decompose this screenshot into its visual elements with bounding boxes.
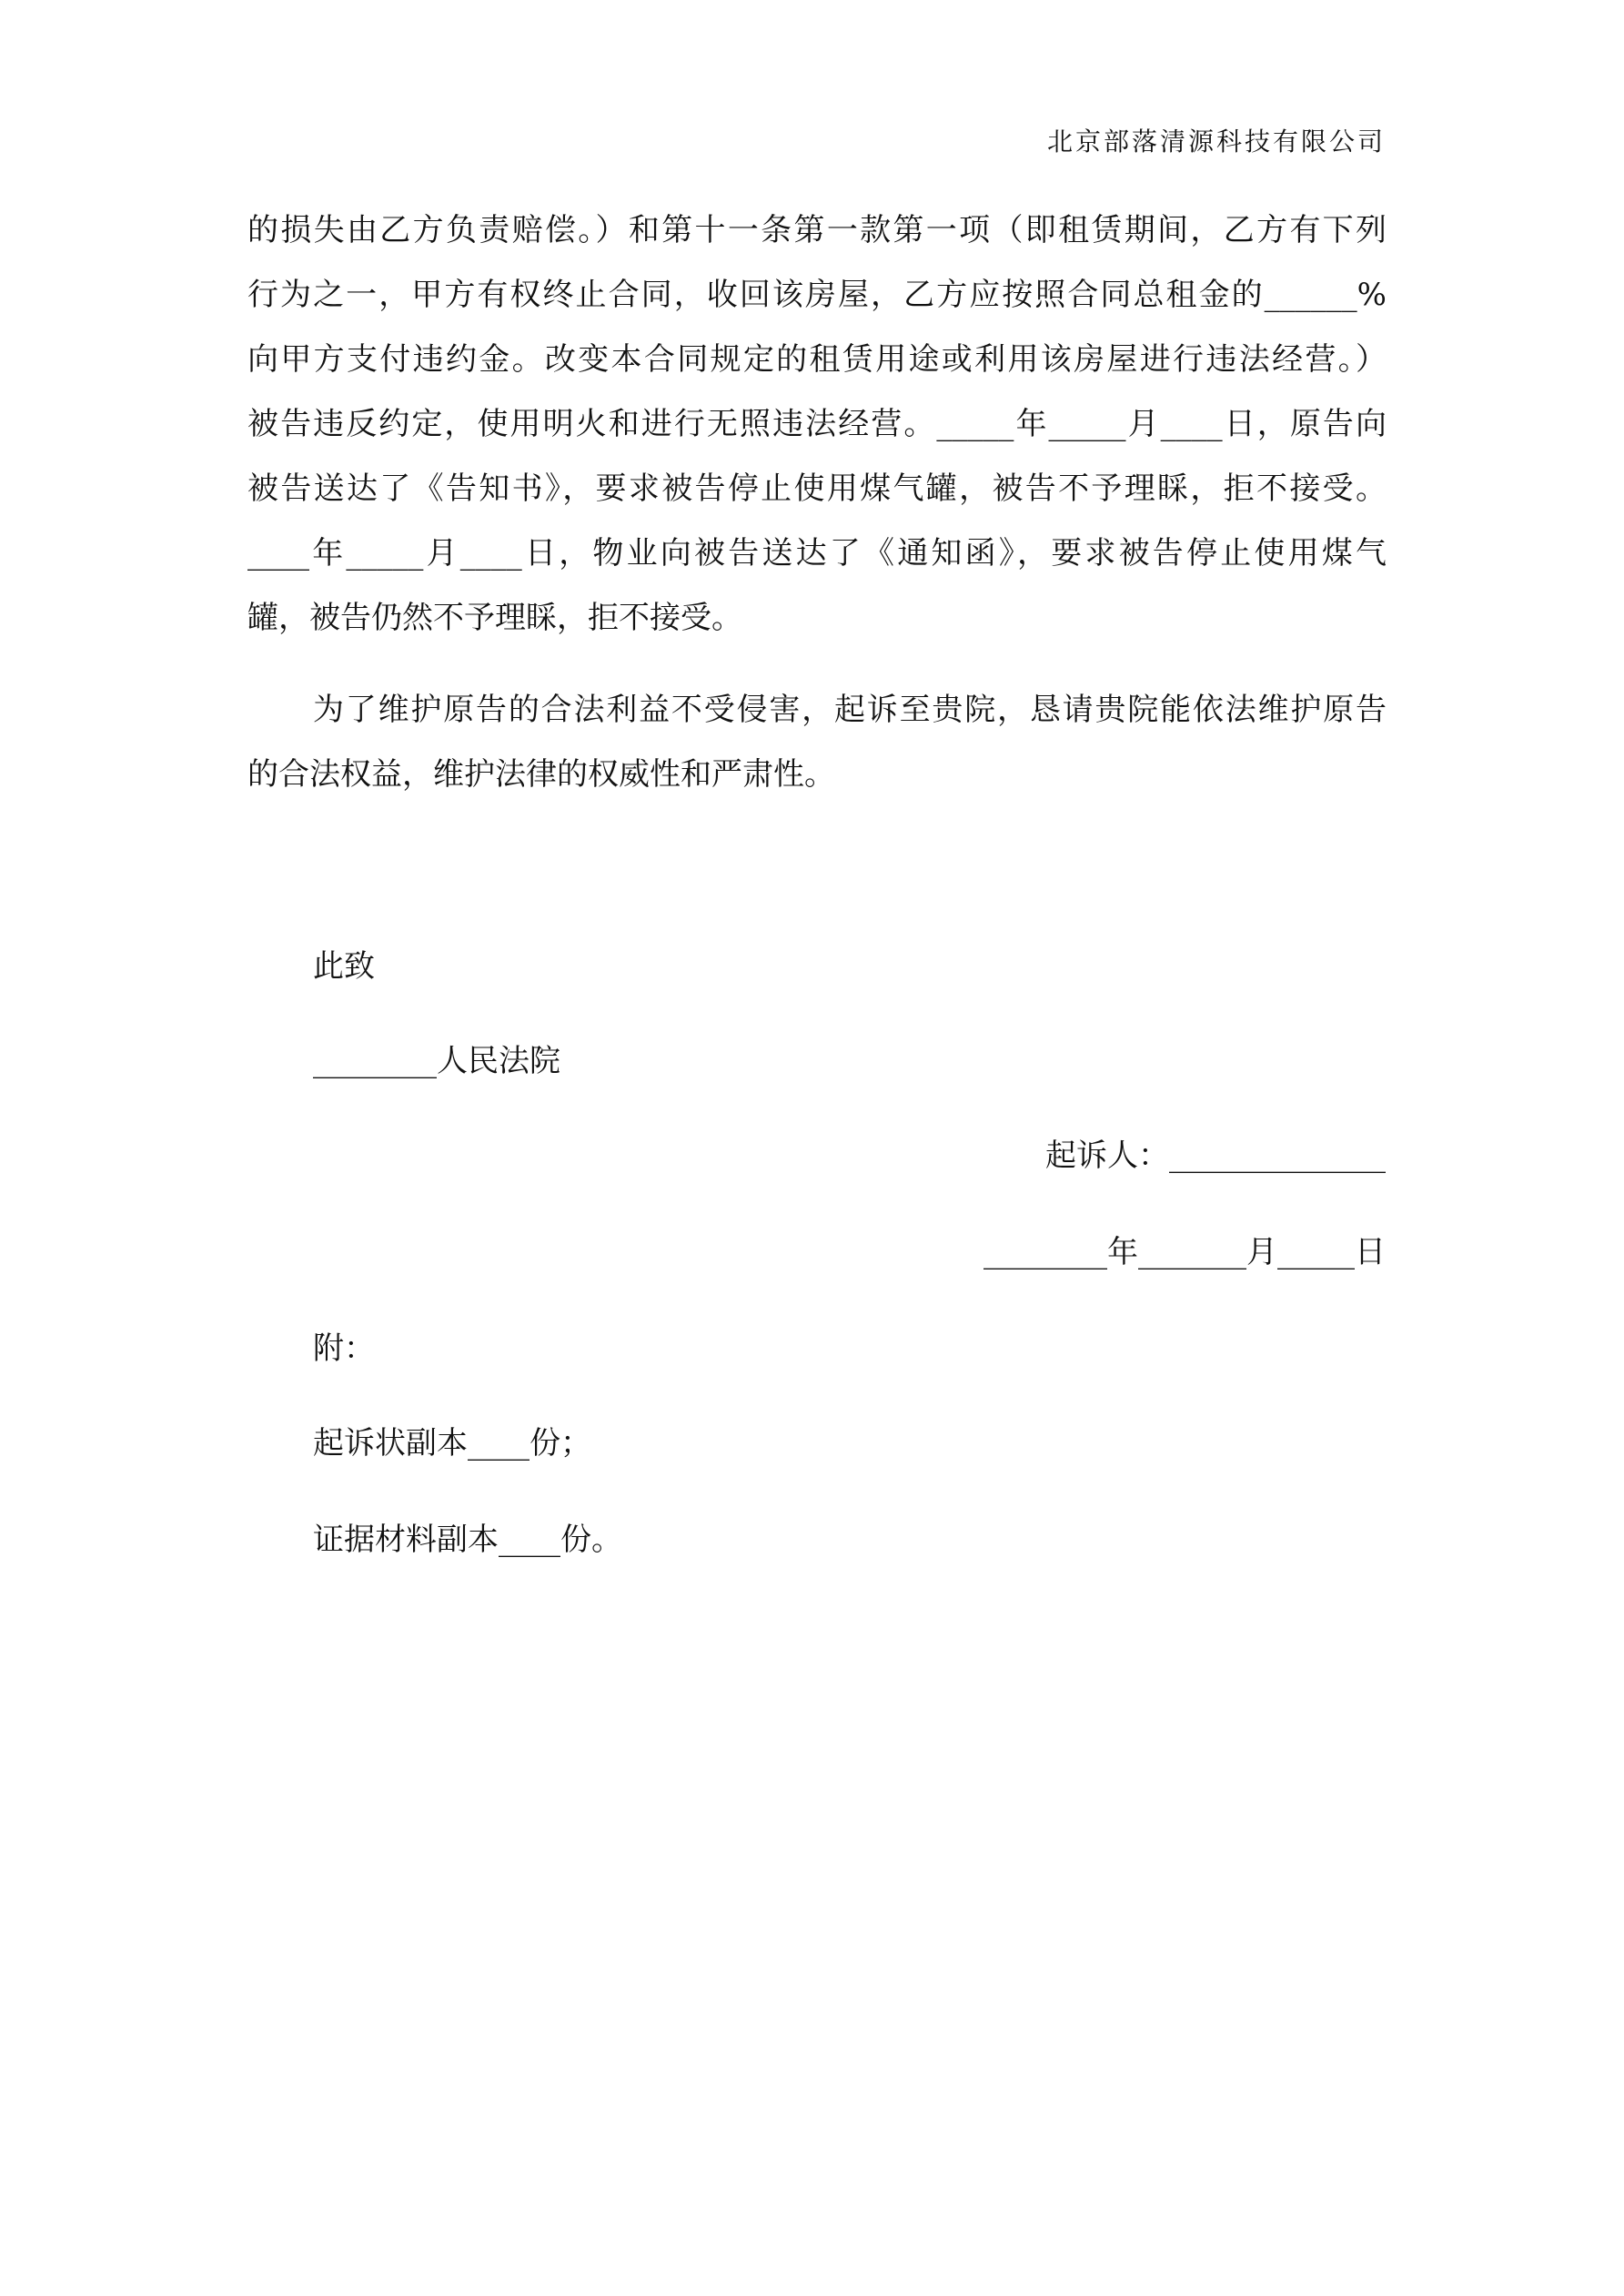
salutation: 此致: [313, 948, 375, 985]
paragraph-line: 向甲方支付违约金。改变本合同规定的租赁用途或利用该房屋进行违法经营。）: [247, 341, 1387, 378]
attachment-item: 起诉状副本____份；: [313, 1425, 591, 1462]
attachment-item: 证据材料副本____份。: [313, 1522, 622, 1558]
date-line: ________年_______月_____日: [983, 1234, 1386, 1270]
paragraph-line: 为了维护原告的合法利益不受侵害，起诉至贵院，恳请贵院能依法维护原告: [313, 692, 1387, 728]
company-header: 北京部落清源科技有限公司: [1046, 126, 1386, 157]
paragraph-line: ____年_____月____日，物业向被告送达了《通知函》，要求被告停止使用煤气: [247, 535, 1387, 571]
paragraph-contract-terms: [247, 198, 1387, 651]
paragraph-line: 被告送达了《告知书》，要求被告停止使用煤气罐，被告不予理睬，拒不接受。: [247, 470, 1387, 507]
court-line: ________人民法院: [313, 1043, 560, 1079]
paragraph-line: 的损失由乙方负责赔偿。）和第十一条第一款第一项（即租赁期间，乙方有下列: [247, 212, 1387, 248]
paragraph-line: 行为之一，甲方有权终止合同，收回该房屋，乙方应按照合同总租金的______%: [247, 277, 1387, 313]
paragraph-line: 罐，被告仍然不予理睬，拒不接受。: [247, 600, 742, 636]
paragraph-request: [247, 678, 1387, 807]
attachments-label: 附：: [313, 1330, 375, 1367]
plaintiff-signature-line: 起诉人：______________: [1045, 1138, 1386, 1174]
paragraph-line: 被告违反约定，使用明火和进行无照违法经营。_____年_____月____日，原告向: [247, 406, 1387, 442]
paragraph-line: 的合法权益，维护法律的权威性和严肃性。: [247, 756, 835, 793]
